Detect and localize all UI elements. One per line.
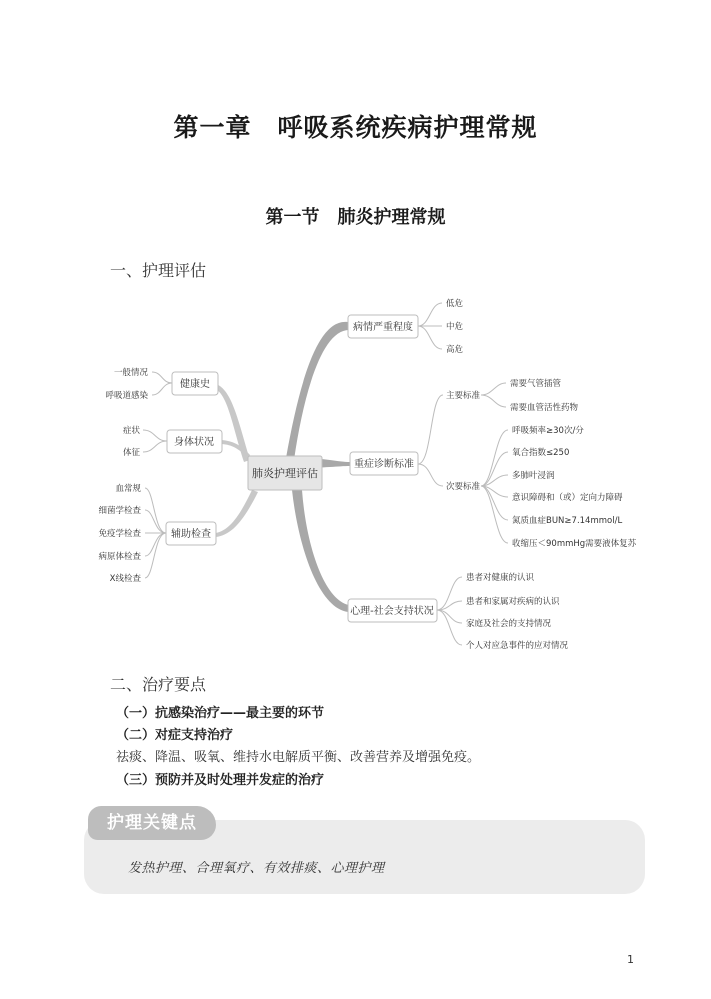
leaf-text: 意识障碍和（或）定向力障碍 — [512, 493, 623, 503]
svg-text:辅助检查: 辅助检查 — [171, 529, 211, 540]
right-leaves — [446, 298, 637, 651]
svg-text:健康史: 健康史 — [180, 379, 210, 390]
svg-text:身体状况: 身体状况 — [174, 437, 214, 448]
treatment-item-2: （二）对症支持治疗 — [116, 728, 234, 743]
leaf-text: 症状 — [122, 426, 140, 436]
leaf-text: 细菌学检查 — [98, 506, 141, 516]
leaf-text: 呼吸道感染 — [105, 391, 148, 401]
left-leaves — [98, 367, 148, 584]
treatment-item-2-text: 祛痰、降温、吸氧、维持水电解质平衡、改善营养及增强免疫。 — [116, 750, 481, 765]
leaf-text: 患者和家属对疾病的认识 — [466, 597, 560, 607]
chapter-title: 第一章 呼吸系统疾病护理常规 — [173, 113, 538, 142]
leaf-text: 氧合指数≤250 — [512, 448, 570, 458]
leaf-text: 体征 — [122, 448, 140, 458]
mindmap-center-node — [248, 456, 322, 490]
leaf-text: 多肺叶浸润 — [512, 471, 555, 481]
key-points-title: 护理关键点 — [88, 806, 216, 840]
page-number: 1 — [627, 953, 634, 966]
key-points-text: 发热护理、合理氧疗、有效排痰、心理护理 — [128, 861, 385, 876]
leaf-text: 氮质血症BUN≥7.14mmol/L — [512, 516, 623, 526]
leaf-text: 中危 — [446, 322, 464, 332]
node-severity — [348, 315, 418, 338]
svg-text:重症诊断标准: 重症诊断标准 — [354, 459, 414, 470]
leaf-text: 低危 — [446, 299, 464, 309]
criteria-group-label: 主要标准 — [446, 391, 481, 401]
node-body-status — [167, 430, 222, 453]
treatment-heading: 二、治疗要点 — [110, 675, 207, 694]
assessment-heading: 一、护理评估 — [110, 261, 207, 280]
branch-to-severity — [286, 322, 349, 460]
center-label: 肺炎护理评估 — [252, 467, 318, 480]
leaf-text: X线检查 — [109, 574, 141, 584]
branch-to-psychosocial — [292, 490, 349, 612]
leaf-text: 个人对应急事件的应对情况 — [466, 641, 569, 651]
treatment-item-1: （一）抗感染治疗——最主要的环节 — [116, 706, 325, 721]
section-title: 第一节 肺炎护理常规 — [265, 207, 446, 228]
leaf-text: 呼吸频率≥30次/分 — [512, 426, 584, 436]
leaf-text: 家庭及社会的支持情况 — [466, 619, 552, 629]
leaf-text: 收缩压＜90mmHg需要液体复苏 — [512, 539, 637, 549]
node-psychosocial — [348, 599, 437, 622]
leaf-text: 需要血管活性药物 — [510, 403, 579, 413]
node-aux-tests — [166, 522, 216, 545]
node-history — [172, 372, 218, 395]
leaf-text: 血常规 — [115, 484, 141, 494]
svg-text:病情严重程度: 病情严重程度 — [353, 322, 413, 333]
branch-to-tests — [216, 490, 258, 537]
treatment-item-3: （三）预防并及时处理并发症的治疗 — [116, 773, 325, 788]
leaf-text: 高危 — [446, 345, 464, 355]
leaf-text: 一般情况 — [113, 368, 148, 378]
leaf-text: 免疫学检查 — [98, 529, 141, 539]
svg-text:心理-社会支持状况: 心理-社会支持状况 — [350, 606, 434, 617]
node-criteria — [350, 452, 418, 475]
leaf-text: 病原体检查 — [98, 552, 141, 562]
leaf-text: 需要气管插管 — [510, 379, 562, 389]
criteria-group-label: 次要标准 — [446, 482, 481, 492]
leaf-text: 患者对健康的认识 — [466, 573, 535, 583]
